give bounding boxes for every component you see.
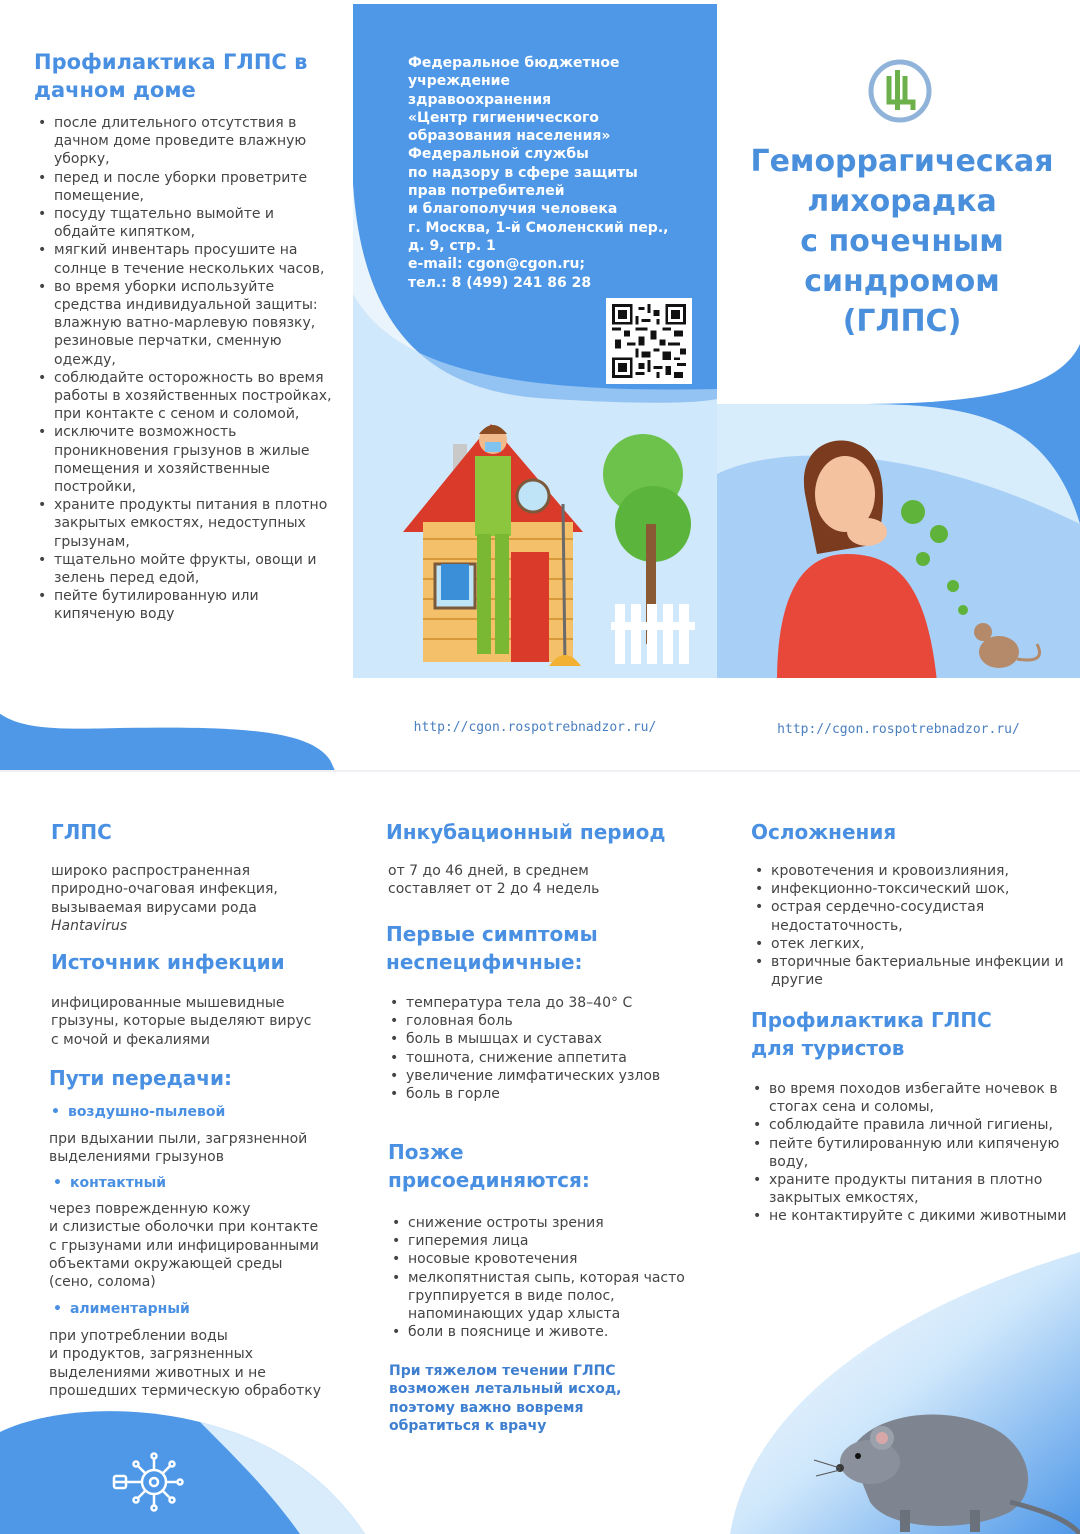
- org-line: e-mail: cgon@cgon.ru;: [408, 256, 586, 273]
- list-item: • во время уборки используйте средства индивидуальной защиты: влажную ватно-марлевую повязку, резиновые перчатки, сменную одежду,: [34, 278, 339, 369]
- first-symptoms-title: Первые симптомы неспецифичные:: [386, 922, 598, 974]
- list-item: • посуду тщательно вымойте и обдайте кипятком,: [34, 205, 339, 241]
- panel-glps-info: [0, 772, 365, 1534]
- first-symptoms-list: [386, 994, 706, 1103]
- source-description: инфицированные мышевидные грызуны, которые выделяют вирус с мочой и фекалиями: [51, 995, 312, 1048]
- severe-warning: При тяжелом течении ГЛПС возможен летальный исход, поэтому важно вовремя обратиться к врачу: [389, 1363, 622, 1434]
- route-alimentary-title: • алиментарный: [53, 1301, 190, 1317]
- dacha-prevention-list: [34, 114, 339, 624]
- list-item: • после длительного отсутствия в дачном доме проведите влажную уборку,: [34, 114, 339, 169]
- title-line: синдромом: [804, 264, 1000, 299]
- list-item: • храните продукты питания в плотно закрытых емкостях, недоступных грызунам,: [34, 496, 339, 551]
- list-item: • пейте бутилированную или кипяченую воду,: [749, 1135, 1069, 1171]
- list-item: • вторичные бактериальные инфекции и другие: [751, 953, 1066, 989]
- virus-icon: [110, 1452, 186, 1512]
- rat-illustration: [810, 1392, 1080, 1534]
- org-line: и благополучия человека: [408, 201, 618, 218]
- list-item: • инфекционно-токсический шок,: [751, 880, 1066, 898]
- org-line: Федеральной службы: [408, 146, 589, 163]
- cgon-logo-icon: [867, 58, 933, 124]
- sick-woman-illustration: [717, 404, 1080, 678]
- org-line: д. 9, стр. 1: [408, 237, 496, 254]
- glps-title: ГЛПС: [51, 820, 112, 844]
- route-airborne-title: • воздушно-пылевой: [51, 1104, 226, 1120]
- panel-cover: [717, 0, 1080, 770]
- org-line: «Центр гигиенического: [408, 109, 599, 126]
- list-item: • храните продукты питания в плотно закрытых емкостях,: [749, 1171, 1069, 1207]
- incubation-title: Инкубационный период: [386, 820, 666, 844]
- list-item: • боли в пояснице и животе.: [388, 1323, 713, 1341]
- panel-dacha-prevention: [0, 0, 352, 770]
- list-item: • гиперемия лица: [388, 1232, 713, 1250]
- list-item: • кровотечения и кровоизлияния,: [751, 862, 1066, 880]
- list-item: • не контактируйте с дикими животными: [749, 1207, 1069, 1225]
- route-alimentary-text: при употреблении воды и продуктов, загрязненных выделениями животных и не прошедших термическую обработку: [49, 1328, 321, 1399]
- list-item: • исключите возможность проникновения грызунов в жилые помещения и хозяйственные постройки,: [34, 423, 339, 496]
- contacts-blue-block: [353, 4, 717, 678]
- panel-complications: [730, 772, 1080, 1534]
- list-item: • тошнота, снижение аппетита: [386, 1049, 706, 1067]
- list-item: • головная боль: [386, 1012, 706, 1030]
- list-item: • перед и после уборки проветрите помещение,: [34, 169, 339, 205]
- list-item: • снижение остроты зрения: [388, 1214, 713, 1232]
- panel-contacts: [353, 0, 717, 770]
- list-item: • мелкопятнистая сыпь, которая часто группируется в виде полос, напоминающих удар хлыста: [388, 1269, 713, 1324]
- org-line: Федеральное бюджетное: [408, 55, 620, 71]
- org-line: образования населения»: [408, 128, 611, 145]
- source-title: Источник инфекции: [51, 950, 285, 974]
- route-contact-title: • контактный: [53, 1175, 167, 1191]
- list-item: • соблюдайте правила личной гигиены,: [749, 1116, 1069, 1134]
- title-line: лихорадка: [807, 184, 997, 219]
- list-item: • пейте бутилированную или кипяченую воду: [34, 587, 339, 623]
- list-item: • носовые кровотечения: [388, 1250, 713, 1268]
- tourists-prevention-title: Профилактика ГЛПС для туристов: [751, 1008, 992, 1060]
- org-line: тел.: 8 (499) 241 86 28: [408, 274, 592, 291]
- tourists-prevention-list: [749, 1080, 1069, 1226]
- title-line: с почечным: [800, 224, 1004, 259]
- route-airborne-text: при вдыхании пыли, загрязненной выделениями грызунов: [49, 1131, 308, 1166]
- list-item: • во время походов избегайте ночевок в стогах сена и соломы,: [749, 1080, 1069, 1116]
- complications-title: Осложнения: [751, 820, 897, 844]
- list-item: • температура тела до 38–40° С: [386, 994, 706, 1012]
- list-item: • боль в горле: [386, 1085, 706, 1103]
- title-line: (ГЛПС): [842, 304, 962, 339]
- list-item: • увеличение лимфатических узлов: [386, 1067, 706, 1085]
- list-item: • мягкий инвентарь просушите на солнце в течение нескольких часов,: [34, 241, 339, 277]
- list-item: • соблюдайте осторожность во время работы в хозяйственных постройках, при контакте с сеном и соломой,: [34, 369, 339, 424]
- org-line: по надзору в сфере защиты: [408, 164, 638, 181]
- dacha-prevention-title: Профилактика ГЛПС в дачном доме: [34, 50, 308, 102]
- title-line: Геморрагическая: [750, 144, 1054, 179]
- org-line: учреждение: [408, 73, 510, 90]
- glps-description: широко распространенная природно-очаговая инфекция, вызываемая вирусами рода Hantavirus: [51, 863, 278, 934]
- later-symptoms-list: [388, 1214, 713, 1341]
- list-item: • тщательно мойте фрукты, овощи и зелень перед едой,: [34, 551, 339, 587]
- website-link[interactable]: http://cgon.rospotrebnadzor.ru/: [777, 722, 1020, 737]
- org-line: г. Москва, 1-й Смоленский пер.,: [408, 219, 669, 236]
- brochure-title: [737, 142, 1067, 342]
- decorative-wave: [0, 690, 352, 770]
- list-item: • отек легких,: [751, 935, 1066, 953]
- later-symptoms-title: Позже присоединяются:: [388, 1140, 590, 1192]
- org-line: прав потребителей: [408, 183, 565, 200]
- panel-symptoms: [365, 772, 730, 1534]
- complications-list: [751, 862, 1066, 989]
- qr-code-icon[interactable]: [606, 298, 692, 384]
- organization-info: [408, 54, 688, 292]
- incubation-text: от 7 до 46 дней, в среднем составляет от 2 до 4 недель: [388, 863, 600, 898]
- website-link[interactable]: http://cgon.rospotrebnadzor.ru/: [413, 720, 657, 735]
- list-item: • боль в мышцах и суставах: [386, 1030, 706, 1048]
- org-line: здравоохранения: [408, 91, 552, 108]
- route-contact-text: через поврежденную кожу и слизистые оболочки при контакте с грызунами или инфицированными объектами окружающей среды (сено, солома): [49, 1201, 319, 1291]
- list-item: • острая сердечно-сосудистая недостаточность,: [751, 898, 1066, 934]
- routes-title: Пути передачи:: [49, 1066, 232, 1090]
- house-cleaning-illustration: [353, 404, 717, 678]
